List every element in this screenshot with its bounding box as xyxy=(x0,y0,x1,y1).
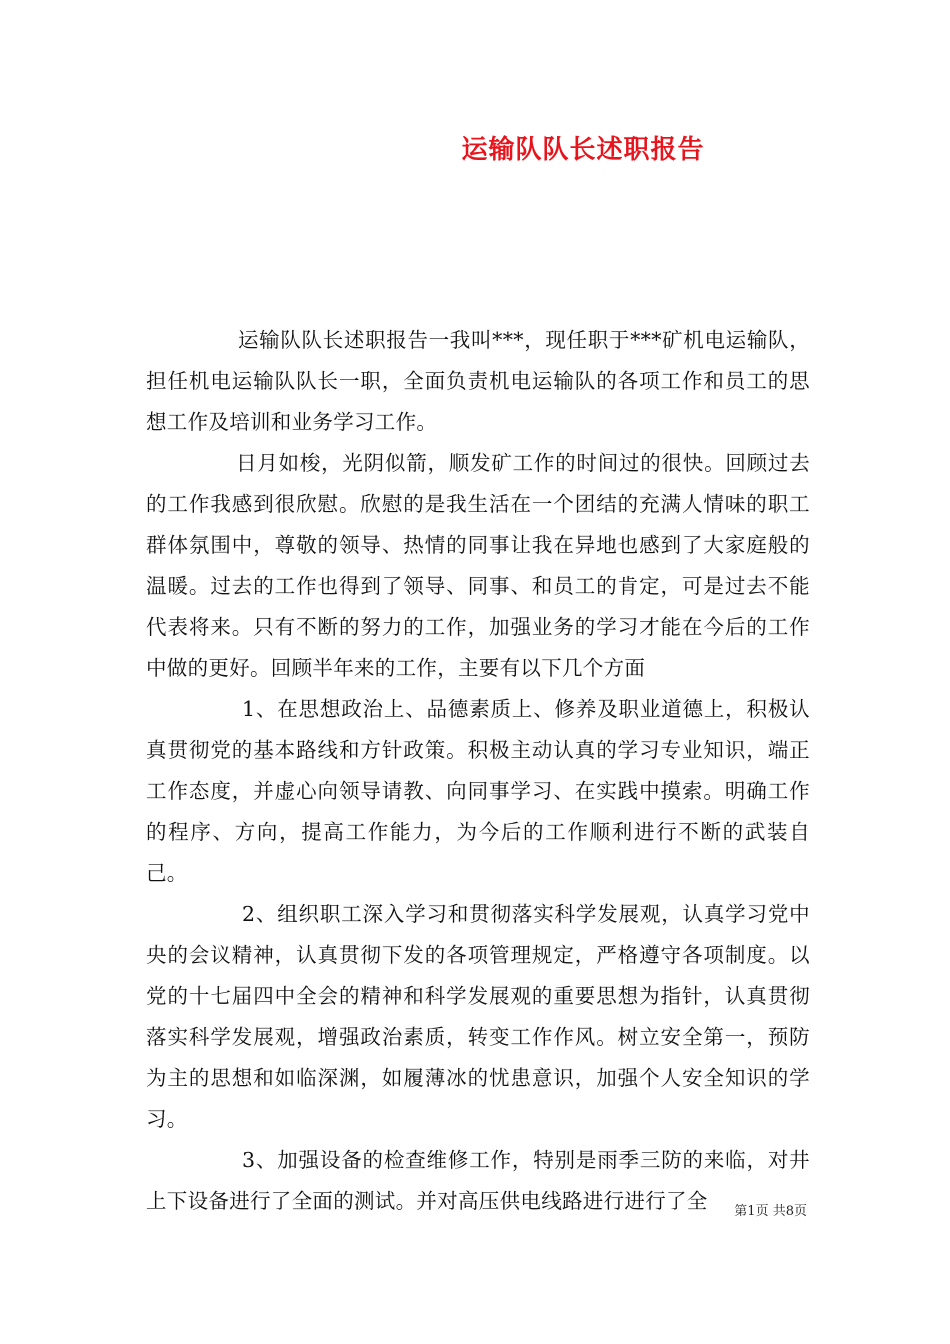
paragraph-item-2: 2、组织职工深入学习和贯彻落实科学发展观，认真学习党中央的会议精神，认真贯彻下发的各项管理规定，严格遵守各项制度。以党的十七届四中全会的精神和科学发展观的重要思想为指针，认真贯彻落实科学发展观，增强政治素质，转变工作作风。树立安全第一，预防为主的思想和如临深渊，如履薄冰的忧患意识，加强个人安全知识的学习。 xyxy=(146,902,810,1131)
total-pages-number: 8 xyxy=(785,1204,794,1219)
paragraph-item-1: 1、在思想政治上、品德素质上、修养及职业道德上，积极认真贯彻党的基本路线和方针政策。积极主动认真的学习专业知识，端正工作态度，并虚心向领导请教、向同事学习、在实践中摸索。明确工作的程序、方向，提高工作能力，为今后的工作顺利进行不断的武装自己。 xyxy=(146,697,810,885)
page-label-mid: 页 共 xyxy=(755,1204,786,1219)
paragraph-item-3: 3、加强设备的检查维修工作，特别是雨季三防的来临，对井上下设备进行了全面的测试。并对高压供电线路进行进行了全 xyxy=(146,1148,810,1213)
page-number-footer xyxy=(734,1203,807,1221)
page-label-prefix: 第 xyxy=(734,1204,748,1219)
paragraph-review: 日月如梭，光阴似箭，顺发矿工作的时间过的很快。回顾过去的工作我感到很欣慰。欣慰的是我生活在一个团结的充满人情味的职工群体氛围中，尊敬的领导、热情的同事让我在异地也感到了大家庭般的温暖。过去的工作也得到了领导、同事、和员工的肯定，可是过去不能代表将来。只有不断的努力的工作，加强业务的学习才能在今后的工作中做的更好。回顾半年来的工作，主要有以下几个方面 xyxy=(146,451,810,680)
page-label-suffix: 页 xyxy=(793,1204,807,1219)
document-body xyxy=(146,320,810,1222)
document-title: 运输队队长述职报告 xyxy=(461,135,705,165)
paragraph-intro: 运输队队长述职报告一我叫***，现任职于***矿机电运输队，担任机电运输队队长一职，全面负责机电运输队的各项工作和员工的思想工作及培训和业务学习工作。 xyxy=(146,328,810,434)
current-page-number: 1 xyxy=(747,1204,756,1219)
